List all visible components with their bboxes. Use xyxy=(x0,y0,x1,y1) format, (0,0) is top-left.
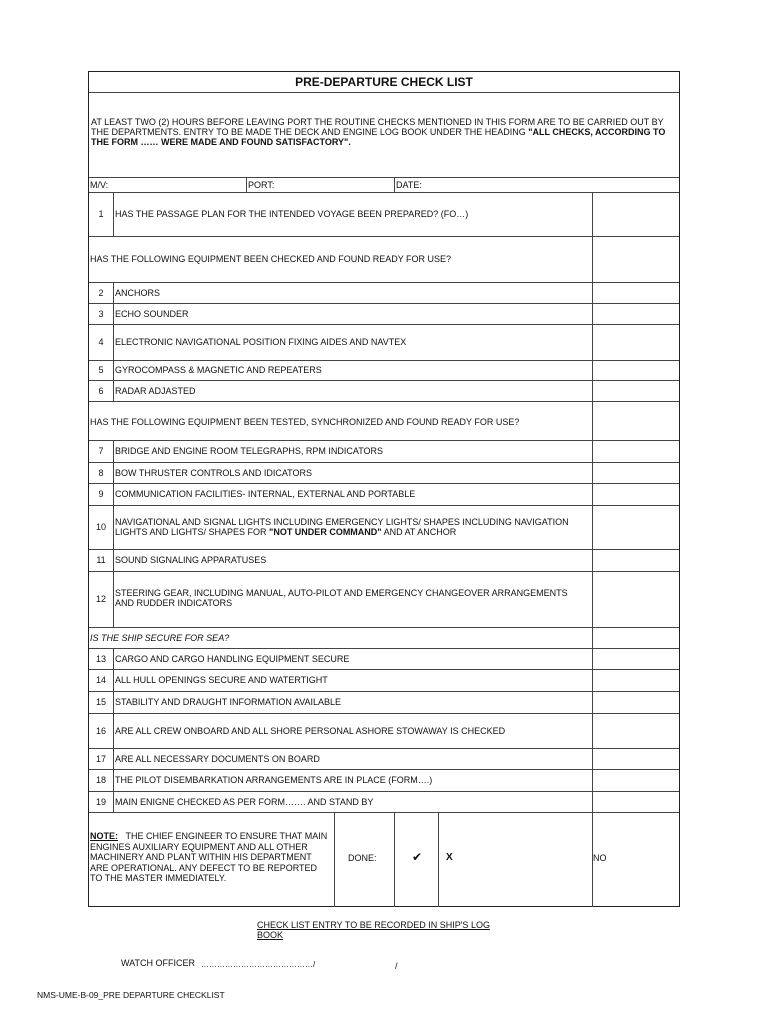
item-check-cell[interactable] xyxy=(592,550,593,571)
item-check-cell[interactable] xyxy=(592,463,593,483)
checklist-item xyxy=(89,463,679,484)
section-heading: HAS THE FOLLOWING EQUIPMENT BEEN CHECKED AND FOUND READY FOR USE? xyxy=(89,237,679,283)
item-number: 8 xyxy=(98,468,104,478)
item-number: 11 xyxy=(96,555,106,565)
checklist-item xyxy=(89,193,679,237)
item-text: NAVIGATIONAL AND SIGNAL LIGHTS INCLUDING EMERGENCY LIGHTS/ SHAPES INCLUDING NAVIGATION LIGHTS AND LIGHTS/ SHAPES FOR "NOT UNDER COMMAND" AND AT ANCHOR xyxy=(115,517,569,537)
item-check-cell[interactable] xyxy=(592,692,593,713)
item-text: COMMUNICATION FACILITIES- INTERNAL, EXTERNAL AND PORTABLE xyxy=(115,489,416,499)
note-text: NOTE: THE CHIEF ENGINEER TO ENSURE THAT MAIN ENGINES AUXILIARY EQUIPMENT AND ALL OTHER MACHINERY AND PLANT WITHIN HIS DEPARTMENT ARE OPERATIONAL. ANY DEFECT TO BE REPORTED TO THE MASTER IMMEDIATELY. xyxy=(90,831,328,883)
item-number: 17 xyxy=(95,754,106,764)
intro-text: AT LEAST TWO (2) HOURS BEFORE LEAVING PORT THE ROUTINE CHECKS MENTIONED IN THIS FORM ARE TO BE CARRIED OUT BY THE DEPARTMENTS. ENTRY TO BE MADE THE DECK AND ENGINE LOG BOOK UNDER THE HEADING xyxy=(91,117,664,137)
x-mark: X xyxy=(446,852,453,863)
item-number: 18 xyxy=(95,775,106,785)
check-mark-icon: ✔ xyxy=(412,850,423,864)
checklist-item xyxy=(89,550,679,572)
item-text: ALL HULL OPENINGS SECURE AND WATERTIGHT xyxy=(115,675,328,685)
item-text: STABILITY AND DRAUGHT INFORMATION AVAILABLE xyxy=(115,697,342,707)
checklist-item xyxy=(89,749,679,770)
checklist-form xyxy=(88,71,680,907)
item-check-cell[interactable] xyxy=(592,792,593,812)
section-heading: HAS THE FOLLOWING EQUIPMENT BEEN TESTED, SYNCHRONIZED AND FOUND READY FOR USE? xyxy=(89,402,679,441)
item-number: 5 xyxy=(98,365,104,375)
item-number: 15 xyxy=(95,697,106,707)
document-id: NMS-UME-B-09_PRE DEPARTURE CHECKLIST xyxy=(37,990,225,1000)
item-number: 19 xyxy=(95,797,106,807)
item-check-cell[interactable] xyxy=(592,770,593,791)
checklist-item xyxy=(89,304,679,325)
checklist-item xyxy=(89,325,679,361)
intro-bold-text: "ALL CHECKS, ACCORDING TO THE FORM …… WERE MADE AND FOUND SATISFACTORY". xyxy=(91,127,666,147)
item-text: BRIDGE AND ENGINE ROOM TELEGRAPHS, RPM INDICATORS xyxy=(115,446,384,456)
checklist-item xyxy=(89,361,679,381)
checklist-item xyxy=(89,506,679,550)
item-check-cell[interactable] xyxy=(592,441,593,462)
item-check-cell[interactable] xyxy=(592,193,593,236)
item-text: THE PILOT DISEMBARKATION ARRANGEMENTS ARE IN PLACE (FORM….) xyxy=(115,775,433,785)
item-text: ARE ALL CREW ONBOARD AND ALL SHORE PERSONAL ASHORE STOWAWAY IS CHECKED xyxy=(115,726,506,736)
date-slash: / xyxy=(395,961,398,971)
note-label: NOTE: xyxy=(90,831,118,841)
item-text: SOUND SIGNALING APPARATUSES xyxy=(115,555,267,565)
item-check-cell[interactable] xyxy=(592,670,593,691)
item-number: 16 xyxy=(95,726,106,736)
date-label: DATE: xyxy=(396,180,422,190)
signature-line: ……………………………………/ xyxy=(201,960,316,969)
section-heading: IS THE SHIP SECURE FOR SEA? xyxy=(89,628,679,649)
item-number: 4 xyxy=(98,337,104,347)
item-number: 14 xyxy=(95,675,106,685)
item-number: 13 xyxy=(95,654,106,664)
item-text: BOW THRUSTER CONTROLS AND IDICATORS xyxy=(115,468,313,478)
checklist-item xyxy=(89,770,679,792)
checklist-item xyxy=(89,381,679,402)
item-number: 12 xyxy=(95,594,106,604)
item-text: ANCHORS xyxy=(115,288,161,298)
checklist-item xyxy=(89,649,679,670)
item-number: 9 xyxy=(98,489,104,499)
checklist-item xyxy=(89,714,679,749)
item-check-cell[interactable] xyxy=(592,325,593,360)
checklist-item xyxy=(89,484,679,506)
item-check-cell[interactable] xyxy=(592,649,593,669)
checklist-item xyxy=(89,572,679,628)
item-check-cell[interactable] xyxy=(592,304,593,324)
item-text: HAS THE PASSAGE PLAN FOR THE INTENDED VOYAGE BEEN PREPARED? (FO…) xyxy=(115,209,469,219)
item-text: ARE ALL NECESSARY DOCUMENTS ON BOARD xyxy=(115,754,320,764)
section-check-cell[interactable] xyxy=(592,402,593,440)
port-label: PORT: xyxy=(248,180,275,190)
item-check-cell[interactable] xyxy=(592,361,593,380)
section-check-cell[interactable] xyxy=(592,237,593,282)
item-text: ELECTRONIC NAVIGATIONAL POSITION FIXING AIDES AND NAVTEX xyxy=(115,337,407,347)
item-check-cell[interactable] xyxy=(592,381,593,401)
item-text: RADAR ADJASTED xyxy=(115,386,196,396)
item-text: STEERING GEAR, INCLUDING MANUAL, AUTO-PILOT AND EMERGENCY CHANGEOVER ARRANGEMENTS AND RUDDER INDICATORS xyxy=(115,588,568,608)
item-number: 10 xyxy=(95,522,106,532)
form-title: PRE-DEPARTURE CHECK LIST xyxy=(89,72,679,93)
item-text: ECHO SOUNDER xyxy=(115,309,189,319)
item-check-cell[interactable] xyxy=(592,749,593,769)
item-text: CARGO AND CARGO HANDLING EQUIPMENT SECURE xyxy=(115,654,350,664)
item-check-cell[interactable] xyxy=(592,283,593,303)
checklist-item xyxy=(89,692,679,714)
item-number: 2 xyxy=(98,288,104,298)
checklist-item xyxy=(89,670,679,692)
item-number: 7 xyxy=(98,446,104,456)
watch-officer-label: WATCH OFFICER xyxy=(121,958,195,968)
done-label: DONE: xyxy=(348,853,377,863)
item-number: 1 xyxy=(98,209,104,219)
item-check-cell[interactable] xyxy=(592,714,593,748)
mv-label: M/V: xyxy=(90,180,109,190)
intro-paragraph xyxy=(89,93,679,178)
item-text: MAIN ENIGNE CHECKED AS PER FORM……. AND STAND BY xyxy=(115,797,374,807)
item-number: 3 xyxy=(98,309,104,319)
vessel-info-row xyxy=(89,178,679,193)
item-text: GYROCOMPASS & MAGNETIC AND REPEATERS xyxy=(115,365,322,375)
item-check-cell[interactable] xyxy=(592,506,593,549)
no-label: NO xyxy=(593,853,607,863)
checklist-item xyxy=(89,792,679,813)
checklist-item xyxy=(89,441,679,463)
log-entry-note: CHECK LIST ENTRY TO BE RECORDED IN SHIP'S LOG BOOK xyxy=(257,920,490,940)
item-number: 6 xyxy=(98,386,104,396)
section-check-cell[interactable] xyxy=(592,628,593,648)
checklist-item xyxy=(89,283,679,304)
item-check-cell[interactable] xyxy=(592,572,593,627)
item-check-cell[interactable] xyxy=(592,484,593,505)
note-row xyxy=(89,813,679,907)
